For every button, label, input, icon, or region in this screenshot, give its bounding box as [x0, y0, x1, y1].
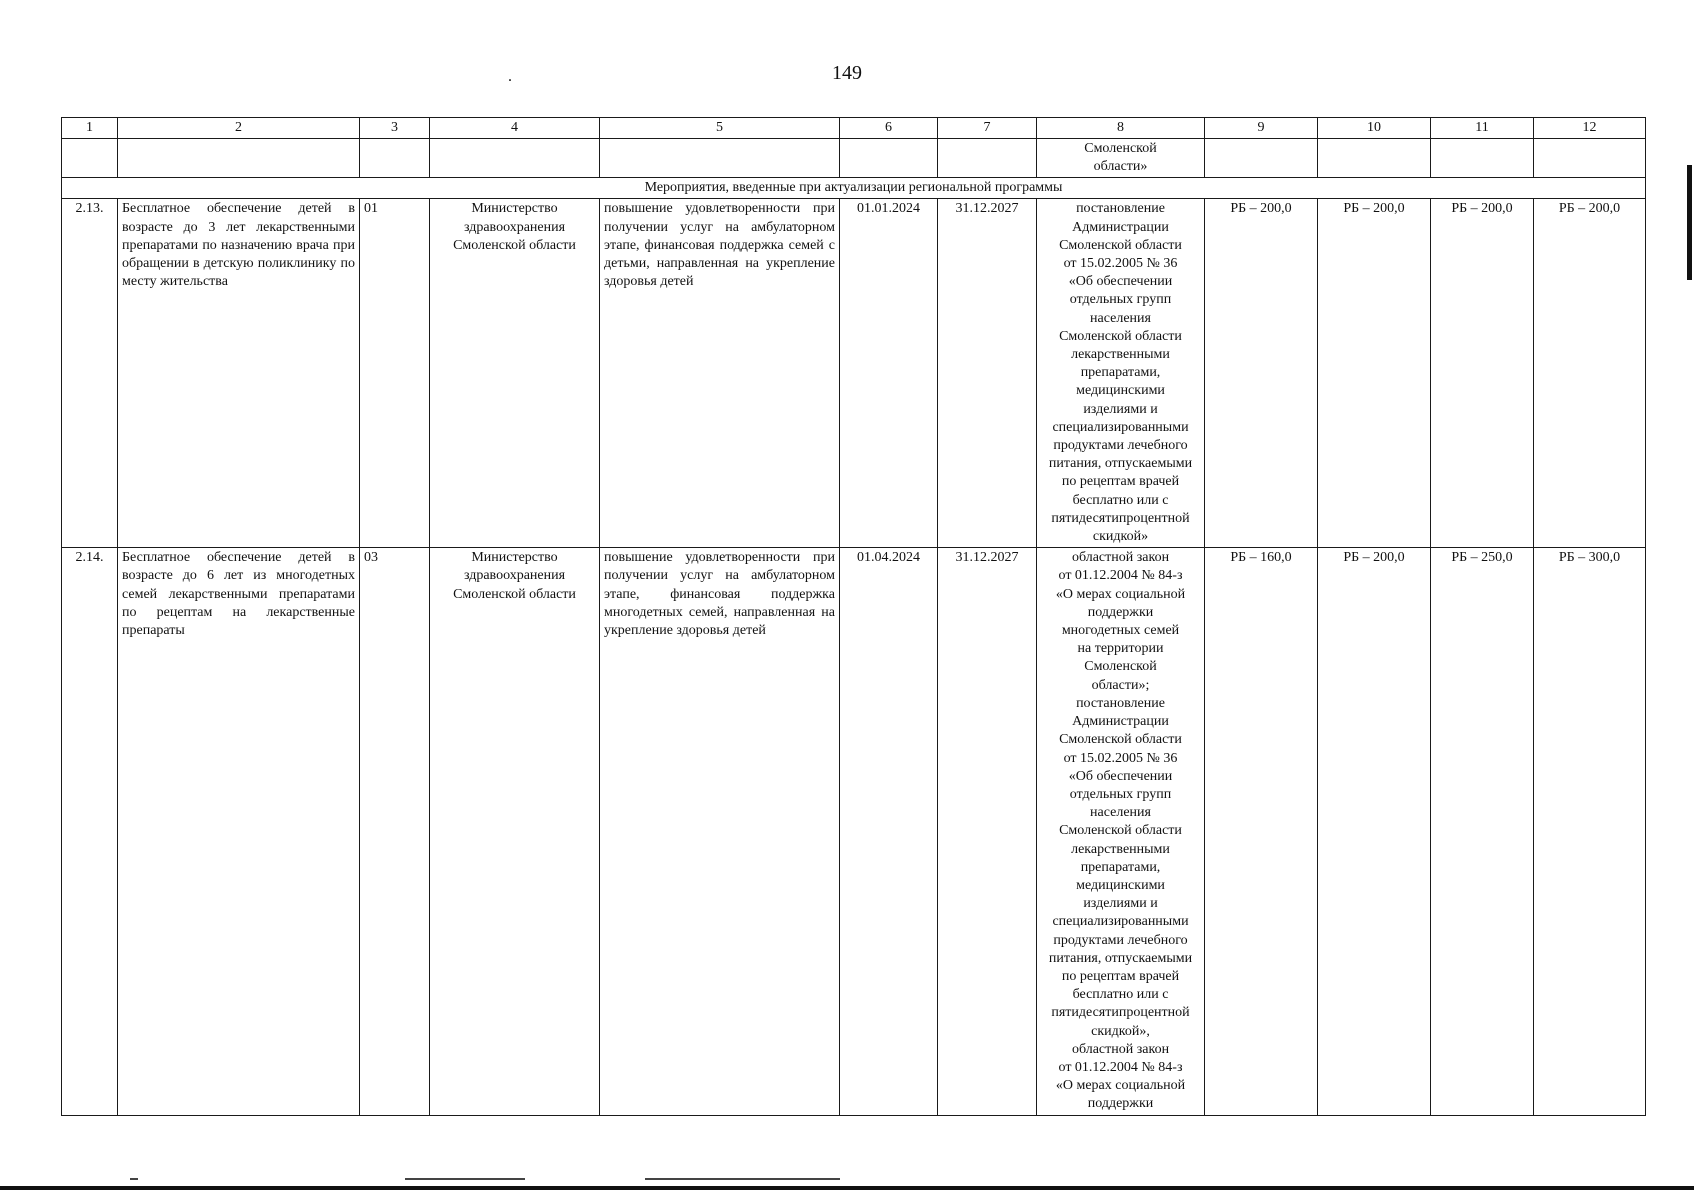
section-header-row	[62, 178, 1646, 199]
table-cell	[600, 139, 840, 178]
funding-cell: РБ – 160,0	[1205, 548, 1318, 1115]
table-cell	[118, 139, 360, 178]
column-number: 12	[1534, 118, 1646, 139]
funding-cell: РБ – 200,0	[1318, 199, 1431, 548]
table-row	[62, 548, 1646, 1115]
column-number: 5	[600, 118, 840, 139]
column-number: 7	[938, 118, 1037, 139]
executor: Министерство здравоохранения Смоленской области	[430, 548, 600, 1115]
measure-name: Бесплатное обеспечение детей в возрасте до 6 лет из многодетных семей лекарственными препаратами по рецептам на лекарственные препараты	[118, 548, 360, 1115]
funding-cell: РБ – 200,0	[1205, 199, 1318, 548]
column-number: 1	[62, 118, 118, 139]
expected-result: повышение удовлетворенности при получении услуг на амбулаторном этапе, финансовая поддержка семей с детьми, направленная на укрепление здоровья детей	[600, 199, 840, 548]
funding-cell: РБ – 300,0	[1534, 548, 1646, 1115]
table-row	[62, 199, 1646, 548]
funding-cell: РБ – 200,0	[1431, 199, 1534, 548]
table-cell	[430, 139, 600, 178]
table-cell	[1318, 139, 1431, 178]
funding-cell: РБ – 200,0	[1318, 548, 1431, 1115]
column-number: 11	[1431, 118, 1534, 139]
column-number: 9	[1205, 118, 1318, 139]
page-number: 149	[832, 62, 862, 84]
section-title: Мероприятия, введенные при актуализации региональной программы	[62, 178, 1646, 199]
measure-name: Бесплатное обеспечение детей в возрасте до 3 лет лекарственными препаратами по назначению врача при обращении в детскую поликлинику по месту жительства	[118, 199, 360, 548]
expected-result: повышение удовлетворенности при получении услуг на амбулаторном этапе, финансовая поддержка многодетных семей, направленная на укрепление здоровья детей	[600, 548, 840, 1115]
table-cell	[840, 139, 938, 178]
row-number: 2.13.	[62, 199, 118, 548]
column-number: 3	[360, 118, 430, 139]
table-cell	[62, 139, 118, 178]
continuation-basis: Смоленской области»	[1037, 139, 1205, 178]
column-number: 6	[840, 118, 938, 139]
table-cell	[938, 139, 1037, 178]
column-number: 4	[430, 118, 600, 139]
table-cell	[1534, 139, 1646, 178]
start-date: 01.04.2024	[840, 548, 938, 1115]
table-cell	[1431, 139, 1534, 178]
scan-artifact	[130, 1178, 138, 1180]
column-number: 2	[118, 118, 360, 139]
row-number: 2.14.	[62, 548, 118, 1115]
column-number: 8	[1037, 118, 1205, 139]
start-date: 01.01.2024	[840, 199, 938, 548]
end-date: 31.12.2027	[938, 548, 1037, 1115]
column-number-row	[62, 118, 1646, 139]
scan-edge-mark	[1687, 165, 1692, 280]
column-number: 10	[1318, 118, 1431, 139]
legal-basis: областной закон от 01.12.2004 № 84-з «О мерах социальной поддержки многодетных семей на территории Смоленской области»; постановление Администрации Смоленской области от 15.02.2005 № 36 «Об обеспечении отдельных групп населения Смоленской области лекарственными препаратами, медицинскими изделиями и специализированными продуктами лечебного питания, отпускаемыми по рецептам врачей бесплатно или с пятидесятипроцентной скидкой», областной закон от 01.12.2004 № 84-з «О мерах социальной поддержки	[1037, 548, 1205, 1115]
table-cell	[1205, 139, 1318, 178]
end-date: 31.12.2027	[938, 199, 1037, 548]
program-table	[61, 117, 1646, 1116]
funding-cell: РБ – 250,0	[1431, 548, 1534, 1115]
measure-code: 01	[360, 199, 430, 548]
funding-cell: РБ – 200,0	[1534, 199, 1646, 548]
executor: Министерство здравоохранения Смоленской области	[430, 199, 600, 548]
table-cell	[360, 139, 430, 178]
legal-basis: постановление Администрации Смоленской области от 15.02.2005 № 36 «Об обеспечении отдельных групп населения Смоленской области лекарственными препаратами, медицинскими изделиями и специализированными продуктами лечебного питания, отпускаемыми по рецептам врачей бесплатно или с пятидесятипроцентной скидкой»	[1037, 199, 1205, 548]
measure-code: 03	[360, 548, 430, 1115]
scan-artifact	[645, 1178, 840, 1180]
scan-artifact	[405, 1178, 525, 1180]
bottom-rule	[0, 1186, 1694, 1190]
stray-dot: .	[508, 68, 512, 85]
continuation-row	[62, 139, 1646, 178]
